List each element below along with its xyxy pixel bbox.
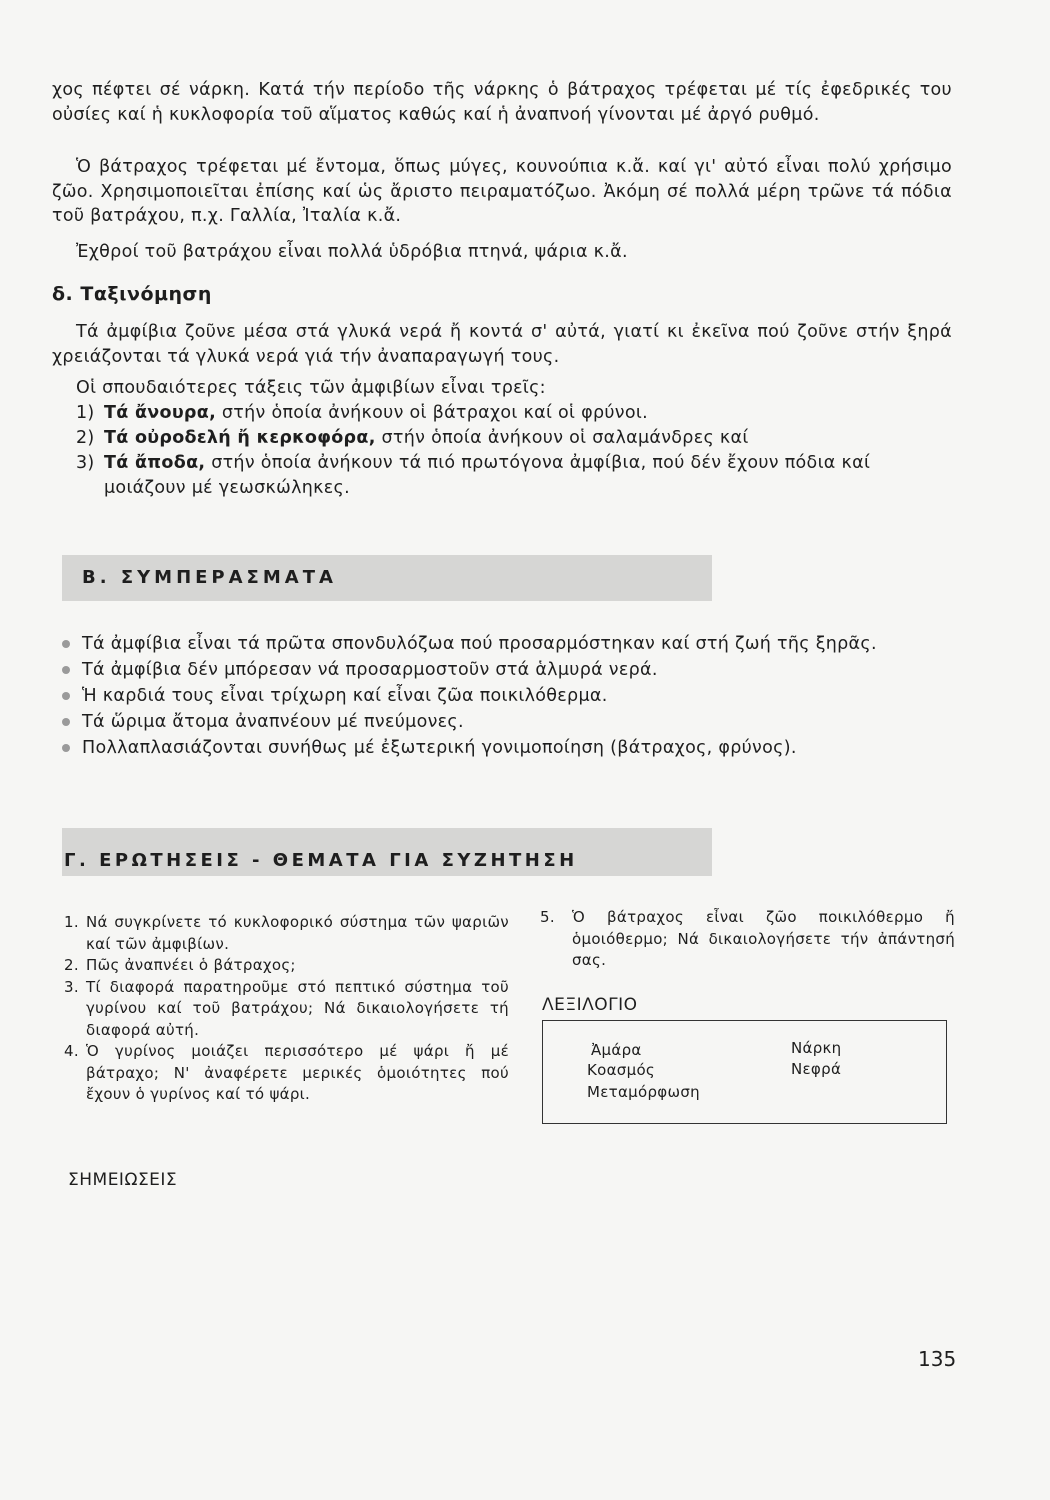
section-d-heading: δ. Ταξινόμηση bbox=[52, 283, 212, 305]
question-item bbox=[64, 955, 509, 977]
lexicon-box bbox=[542, 1020, 947, 1124]
question-item bbox=[64, 1041, 509, 1106]
lexicon-title: ΛΕΞΙΛΟΓΙΟ bbox=[542, 995, 638, 1015]
lexicon-word: Νάρκη bbox=[791, 1039, 842, 1057]
order-description: στήν ὁποία ἀνήκουν τά πιό πρωτόγονα ἀμφίβια, πού δέν ἔχουν πόδια καί μοιάζουν μέ γεωσκώληκες. bbox=[104, 453, 871, 498]
bullet-icon bbox=[62, 718, 70, 726]
conclusion-text: Ἡ καρδιά τους εἶναι τρίχωρη καί εἶναι ζῶα ποικιλόθερμα. bbox=[82, 686, 608, 706]
question-item bbox=[64, 977, 509, 1042]
list-item-number: 2) bbox=[76, 428, 95, 448]
order-description: στήν ὁποία ἀνήκουν οἱ σαλαμάνδρες καί bbox=[375, 428, 749, 448]
section-g-heading: Γ. ΕΡΩΤΗΣΕΙΣ - ΘΕΜΑΤΑ ΓΙΑ ΣΥΖΗΤΗΣΗ bbox=[64, 850, 578, 871]
section-d-paragraph-1: Τά ἀμφίβια ζοῦνε μέσα στά γλυκά νερά ἤ κοντά σ' αὐτά, γιατί κι ἐκεῖνα πού ζοῦνε στήν ξηρά χρειάζονται τά γλυκά νερά γιά τήν ἀναπαραγωγή τους. bbox=[52, 322, 952, 367]
bullet-icon bbox=[62, 744, 70, 752]
question-text: Ὁ βάτραχος εἶναι ζῶο ποικιλόθερμο ἤ ὁμοιόθερμο; Νά δικαιολογήσετε τήν ἀπάντησή σας. bbox=[572, 908, 955, 969]
conclusions-list bbox=[62, 631, 952, 761]
question-text: Πῶς ἀναπνέει ὁ βάτραχος; bbox=[86, 956, 296, 974]
list-item bbox=[76, 451, 956, 501]
intro-paragraph-2: Ὁ βάτραχος τρέφεται μέ ἔντομα, ὅπως μύγες, κουνούπια κ.ἄ. καί γι' αὐτό εἶναι πολύ χρήσιμο ζῶο. Χρησιμοποιεῖται ἐπίσης καί ὡς ἄριστο πειραματόζωο. Ἀκόμη σέ πολλά μέρη τρῶνε τά πόδια τοῦ βατράχου, π.χ. Γαλλία, Ἰταλία κ.ἄ. bbox=[52, 157, 952, 226]
question-number: 1. bbox=[64, 913, 79, 931]
conclusion-text: Τά ὥριμα ἄτομα ἀναπνέουν μέ πνεύμονες. bbox=[82, 712, 464, 732]
conclusion-text: Τά ἀμφίβια εἶναι τά πρῶτα σπονδυλόζωα πού προσαρμόστηκαν καί στή ζωή τῆς ξηρᾶς. bbox=[82, 634, 877, 654]
conclusion-text: Πολλαπλασιάζονται συνήθως μέ ἐξωτερική γονιμοποίηση (βάτραχος, φρύνος). bbox=[82, 738, 797, 758]
lexicon-word: Κοασμός bbox=[587, 1061, 656, 1079]
question-number: 2. bbox=[64, 956, 79, 974]
page-number: 135 bbox=[918, 1347, 957, 1371]
list-item bbox=[76, 426, 956, 451]
intro-paragraph-1: χος πέφτει σέ νάρκη. Κατά τήν περίοδο τῆς νάρκης ὁ βάτραχος τρέφεται μέ τίς ἐφεδρικές του οὐσίες καί ἡ κυκλοφορία τοῦ αἵματος καθώς καί ἡ ἀναπνοή γίνονται μέ ἀργό ρυθμό. bbox=[52, 80, 952, 125]
question-text: Ὁ γυρίνος μοιάζει περισσότερο μέ ψάρι ἤ μέ βάτραχο; Ν' ἀναφέρετε μερικές ὁμοιότητες πού ἔχουν ὁ γυρίνος καί τό ψάρι. bbox=[86, 1042, 509, 1103]
order-name: Τά ἄνουρα, bbox=[104, 403, 217, 423]
list-item bbox=[62, 735, 952, 761]
question-number: 3. bbox=[64, 977, 79, 996]
lexicon-word: Ἀμάρα bbox=[591, 1041, 642, 1059]
bullet-icon bbox=[62, 666, 70, 674]
question-number: 4. bbox=[64, 1042, 79, 1060]
list-item-number: 3) bbox=[76, 453, 95, 473]
section-b-heading: Β. ΣΥΜΠΕΡΑΣΜΑΤΑ bbox=[82, 567, 337, 588]
intro-paragraph-3: Ἐχθροί τοῦ βατράχου εἶναι πολλά ὑδρόβια πτηνά, ψάρια κ.ἄ. bbox=[76, 242, 628, 262]
list-item bbox=[62, 683, 952, 709]
conclusion-text: Τά ἀμφίβια δέν μπόρεσαν νά προσαρμοστοῦν στά ἁλμυρά νερά. bbox=[82, 660, 658, 680]
questions-left-column bbox=[64, 912, 509, 1106]
questions-right-column bbox=[540, 907, 955, 972]
question-text: Νά συγκρίνετε τό κυκλοφορικό σύστημα τῶν ψαριῶν καί τῶν ἀμφιβίων. bbox=[86, 913, 509, 953]
order-description: στήν ὁποία ἀνήκουν οἱ βάτραχοι καί οἱ φρύνοι. bbox=[216, 403, 648, 423]
list-item bbox=[62, 631, 952, 657]
section-d-paragraph-2: Οἱ σπουδαιότερες τάξεις τῶν ἀμφιβίων εἶναι τρεῖς: bbox=[76, 378, 546, 398]
bullet-icon bbox=[62, 692, 70, 700]
question-number: 5. bbox=[540, 908, 555, 926]
bullet-icon bbox=[62, 640, 70, 648]
notes-label: ΣΗΜΕΙΩΣΕΙΣ bbox=[68, 1170, 178, 1190]
question-item bbox=[540, 907, 955, 972]
list-item bbox=[62, 709, 952, 735]
list-item bbox=[76, 401, 956, 426]
order-name: Τά ἄποδα, bbox=[104, 453, 206, 473]
list-item bbox=[62, 657, 952, 683]
orders-list bbox=[76, 401, 956, 501]
list-item-number: 1) bbox=[76, 403, 95, 423]
question-item bbox=[64, 912, 509, 955]
question-text: Τί διαφορά παρατηροῦμε στό πεπτικό σύστημα τοῦ γυρίνου καί τοῦ βατράχου; Νά δικαιολογήσετε τή διαφορά αὐτή. bbox=[86, 977, 509, 1039]
order-name: Τά οὐροδελή ἤ κερκοφόρα, bbox=[104, 428, 376, 448]
lexicon-word: Μεταμόρφωση bbox=[587, 1083, 700, 1101]
lexicon-word: Νεφρά bbox=[791, 1060, 842, 1078]
